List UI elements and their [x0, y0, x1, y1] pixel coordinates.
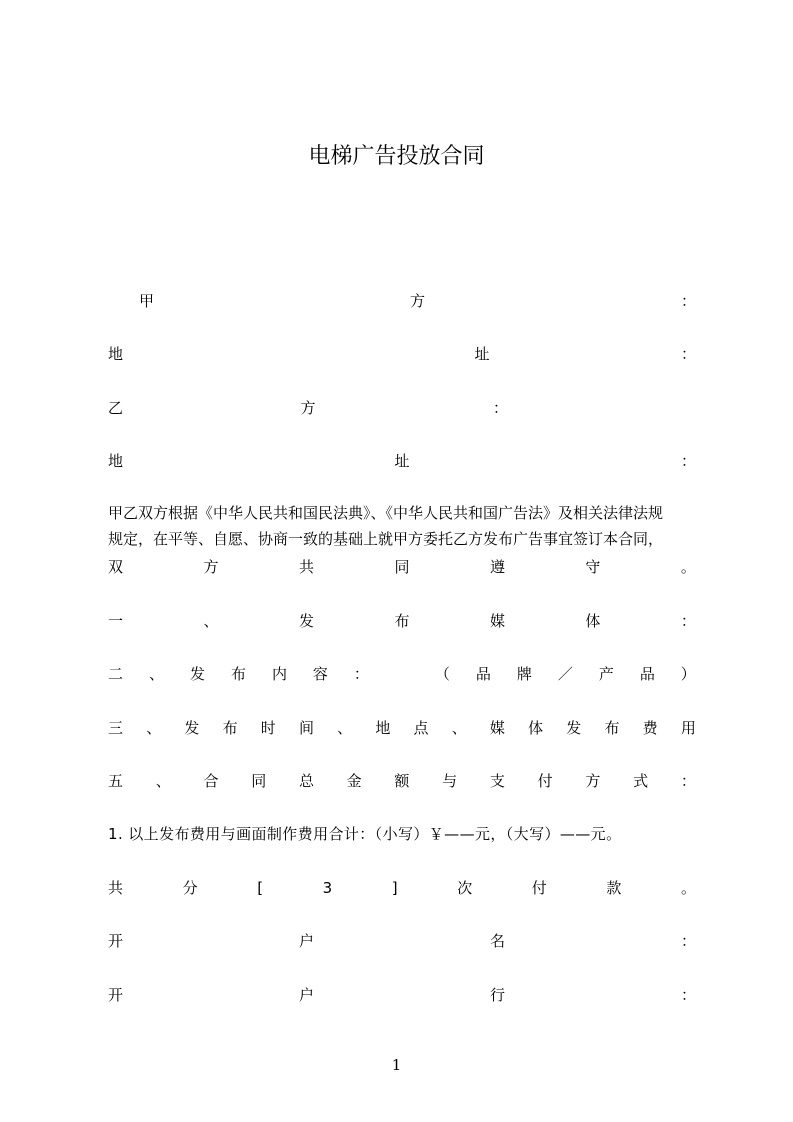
char: 额	[394, 772, 410, 790]
char: 次	[457, 879, 473, 897]
bank-colon: ：	[680, 986, 696, 1004]
char: 合	[203, 772, 219, 790]
char: 媒	[489, 719, 505, 737]
char: 地	[375, 719, 391, 737]
char: 布	[222, 719, 238, 737]
char: 体	[585, 612, 601, 630]
party-a-address-line	[108, 343, 696, 365]
party-b-address-line	[108, 450, 696, 472]
address-label-char: 址	[394, 452, 410, 470]
char: 方	[203, 558, 219, 576]
char: [	[257, 879, 264, 897]
char: ：	[680, 612, 696, 630]
section-3-heading	[108, 717, 696, 739]
char: 付	[537, 772, 553, 790]
char: 品	[475, 665, 491, 683]
char: 户	[298, 986, 314, 1004]
char: 总	[298, 772, 314, 790]
char: ）	[680, 665, 696, 683]
preamble-line-2: 规定，在平等、自愿、协商一致的基础上就甲方委托乙方发布广告事宜签订本合同，	[108, 530, 664, 548]
char: 间	[298, 719, 314, 737]
page-number: 1	[391, 1056, 402, 1074]
char: 发	[298, 612, 314, 630]
char: 发	[189, 665, 205, 683]
char: 三	[108, 719, 124, 737]
address-colon: ：	[680, 452, 696, 470]
char: 、	[148, 665, 164, 683]
account-name-colon: ：	[680, 932, 696, 950]
installment-count: 3	[322, 879, 333, 897]
char: 金	[346, 772, 362, 790]
char: 、	[155, 772, 171, 790]
char: 体	[528, 719, 544, 737]
party-b-label-char: 乙	[108, 399, 124, 417]
char: 五	[108, 772, 124, 790]
char: 户	[298, 932, 314, 950]
char: 款	[606, 879, 622, 897]
char: 容	[312, 665, 328, 683]
char: 同	[251, 772, 267, 790]
char: 内	[271, 665, 287, 683]
char: 布	[394, 612, 410, 630]
char: 开	[108, 986, 124, 1004]
char: 、	[146, 719, 162, 737]
party-a-line	[139, 290, 696, 312]
address-label-char: 地	[108, 452, 124, 470]
char: 同	[394, 558, 410, 576]
document-title: 电梯广告投放合同	[308, 144, 485, 169]
char: （	[434, 665, 450, 683]
char: 二	[108, 665, 124, 683]
party-a-label-char: 方	[409, 292, 425, 310]
char: ：	[680, 772, 696, 790]
char: 方	[585, 772, 601, 790]
section-5-heading	[108, 770, 696, 792]
section-1-heading	[108, 610, 696, 632]
char: 遵	[489, 558, 505, 576]
char: 发	[566, 719, 582, 737]
address-label-char: 地	[108, 345, 124, 363]
char: 名	[489, 932, 505, 950]
char: ／	[557, 665, 573, 683]
char: 品	[639, 665, 655, 683]
char: 发	[184, 719, 200, 737]
char: 布	[604, 719, 620, 737]
char: 双	[108, 558, 124, 576]
char: 共	[298, 558, 314, 576]
payment-item-1: 1. 以上发布费用与画面制作费用合计：（小写）￥——元，（大写）——元。	[108, 825, 622, 843]
preamble-line-3	[108, 556, 696, 578]
char: 用	[680, 719, 696, 737]
char: 支	[489, 772, 505, 790]
account-name-line	[108, 930, 696, 952]
char: 。	[680, 879, 696, 897]
party-b-label-char: 方	[300, 399, 316, 417]
char: 时	[260, 719, 276, 737]
char: 分	[182, 879, 198, 897]
section-2-heading	[108, 663, 696, 685]
address-colon: ：	[680, 345, 696, 363]
char: 费	[642, 719, 658, 737]
char: 守	[585, 558, 601, 576]
char: 产	[598, 665, 614, 683]
char: 布	[230, 665, 246, 683]
char: 牌	[516, 665, 532, 683]
installments-line	[108, 877, 696, 899]
char: 、	[203, 612, 219, 630]
char: 、	[451, 719, 467, 737]
char: 付	[531, 879, 547, 897]
party-b-line	[108, 397, 508, 419]
char: 行	[489, 986, 505, 1004]
party-a-label-char: 甲	[139, 292, 155, 310]
char: ：	[353, 665, 369, 683]
party-a-colon: ：	[680, 292, 696, 310]
char: 一	[108, 612, 124, 630]
char: 式	[633, 772, 649, 790]
char: ]	[391, 879, 398, 897]
address-label-char: 址	[474, 345, 490, 363]
char: 与	[442, 772, 458, 790]
char: 点	[413, 719, 429, 737]
char: 开	[108, 932, 124, 950]
char: 、	[337, 719, 353, 737]
party-b-colon: ：	[492, 399, 508, 417]
preamble-line-1: 甲乙双方根据《中华人民共和国民法典》、《中华人民共和国广告法》及相关法律法规	[108, 504, 664, 522]
char: 共	[108, 879, 124, 897]
bank-line	[108, 984, 696, 1006]
char: 媒	[489, 612, 505, 630]
char: 。	[680, 558, 696, 576]
